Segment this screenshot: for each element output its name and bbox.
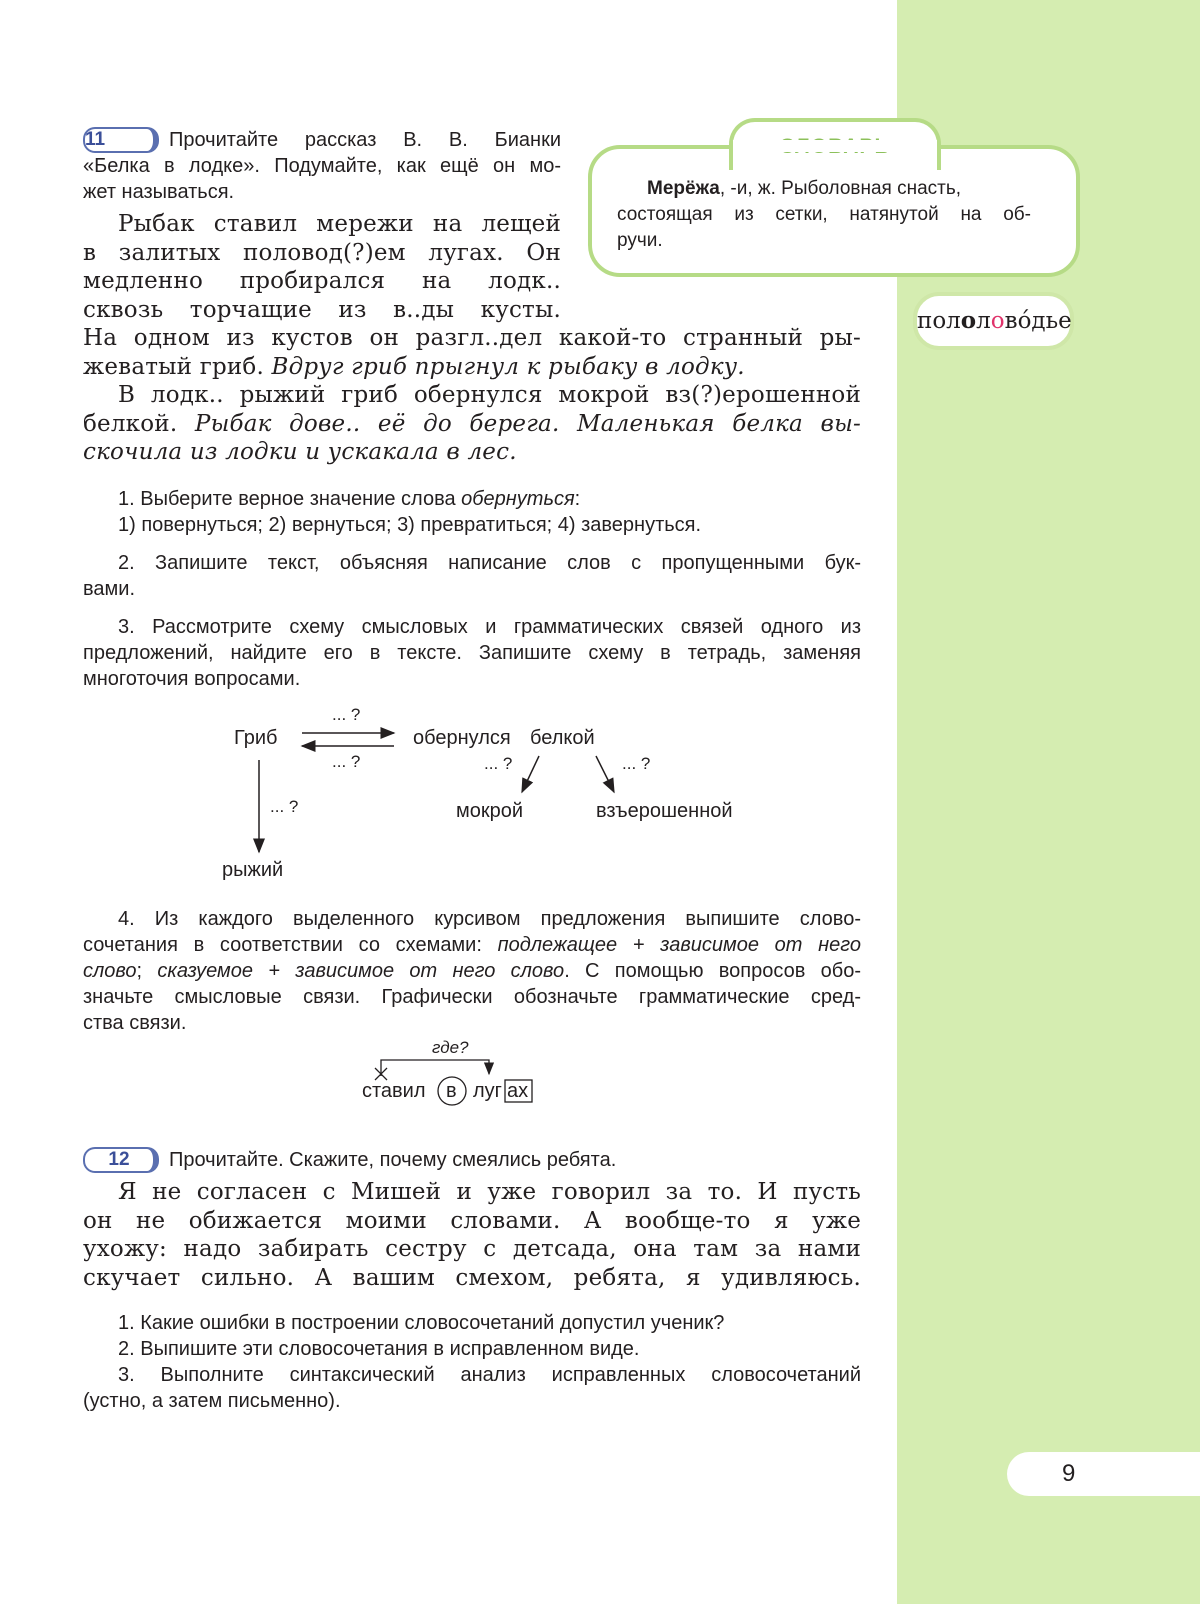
scheme-2-preposition: в (446, 1080, 457, 1102)
exercise-12-text: Я не согласен с Мишей и уже говорил за то. И пусть он не обижается моими словами. А вообще-то я уже ухожу: надо забирать сестру с детсада, она там за нами скучает сильно. А вашим смехом, ребята, я удивляюсь. (83, 1179, 861, 1291)
scheme-question-down: ... ? (270, 797, 299, 816)
scheme-question-bottom: ... ? (332, 752, 361, 771)
exercise-11-tasks: 1. Выберите верное значение слова обернуться: 1) повернуться; 2) вернуться; 3) превратиться; 4) завернуться. 2. Запишите текст, объясняя написание слов с пропущенными бук- вами. 3. Рассмотрите схему смысловых и грамматических связей одного из предложений, найдите его в тексте. Запишите схему в тетрадь, заменяя многоточия вопросами. (83, 488, 861, 690)
exercise-11-text: Рыбак ставил мережи на лещей в залитых половод(?)ем лугах. Он медленно пробирался на лодк.. сквозь торчащие из в..ды кусты. На одном из кустов он разгл..дел какой-то странный ры- жеватый гриб. Вдруг гриб прыгнул к рыбаку в лодку. В лодк.. рыжий гриб обернулся мокрой вз(?)ерошенной белкой. Рыбак дове.. её до берега. Маленькая белка вы- скочила из лодки и ускакала в лес. (83, 211, 861, 465)
scheme-2-stem: луг (473, 1080, 502, 1102)
scheme-2-question: где? (432, 1038, 469, 1057)
scheme-word-mokroy: мокрой (456, 800, 524, 822)
page-number: 9 (1007, 1452, 1200, 1496)
exercise-12-instruction: 12 Прочитайте. Скажите, почему смеялись ребята. (83, 1147, 861, 1173)
scheme-question-vzer: ... ? (622, 754, 651, 773)
scheme-2-ending: ах (507, 1080, 529, 1102)
scheme-word-vzeroshennoy: взъерошенной (596, 800, 733, 822)
exercise-11-instruction: 11 Прочитайте рассказ В. В. Бианки «Белка в лодке». Подумайте, как ещё он мо- жет называться. (83, 129, 561, 203)
scheme-question-top: ... ? (332, 705, 361, 724)
exercise-12-tasks: 1. Какие ошибки в построении словосочетаний допустил ученик? 2. Выпишите эти словосочетания в исправленном виде. 3. Выполните синтаксический анализ исправленных словосочетаний (устно, а затем письменно). (83, 1312, 861, 1412)
scheme-word-obernulsya: обернулся (413, 727, 511, 749)
vocabulary-tab-joint (733, 140, 937, 152)
exercise-number-badge: 12 (83, 1147, 159, 1173)
vocabulary-definition: Мерёжа, -и, ж. Рыболовная снасть, состоящая из сетки, натянутой на об- ручи. (617, 178, 1031, 251)
scheme-2-word1: ставил (362, 1080, 426, 1102)
spelling-word: пололово́дье (913, 292, 1074, 350)
exercise-11-task-4: 4. Из каждого выделенного курсивом предложения выпишите слово- сочетания в соответствии со схемами: подлежащее + зависимое от него слово; сказуемое + зависимое от него слово. С помощью вопросов обо- значьте смысловые связи. Графически обозначьте грамматические сред- ства связи. (83, 908, 861, 1034)
scheme-question-mokroy: ... ? (484, 754, 513, 773)
scheme-word-grib: Гриб (234, 727, 278, 749)
scheme-word-belkoy: белкой (530, 727, 595, 749)
scheme-word-ryzhiy: рыжий (222, 859, 284, 881)
exercise-number-badge: 11 (83, 127, 159, 153)
